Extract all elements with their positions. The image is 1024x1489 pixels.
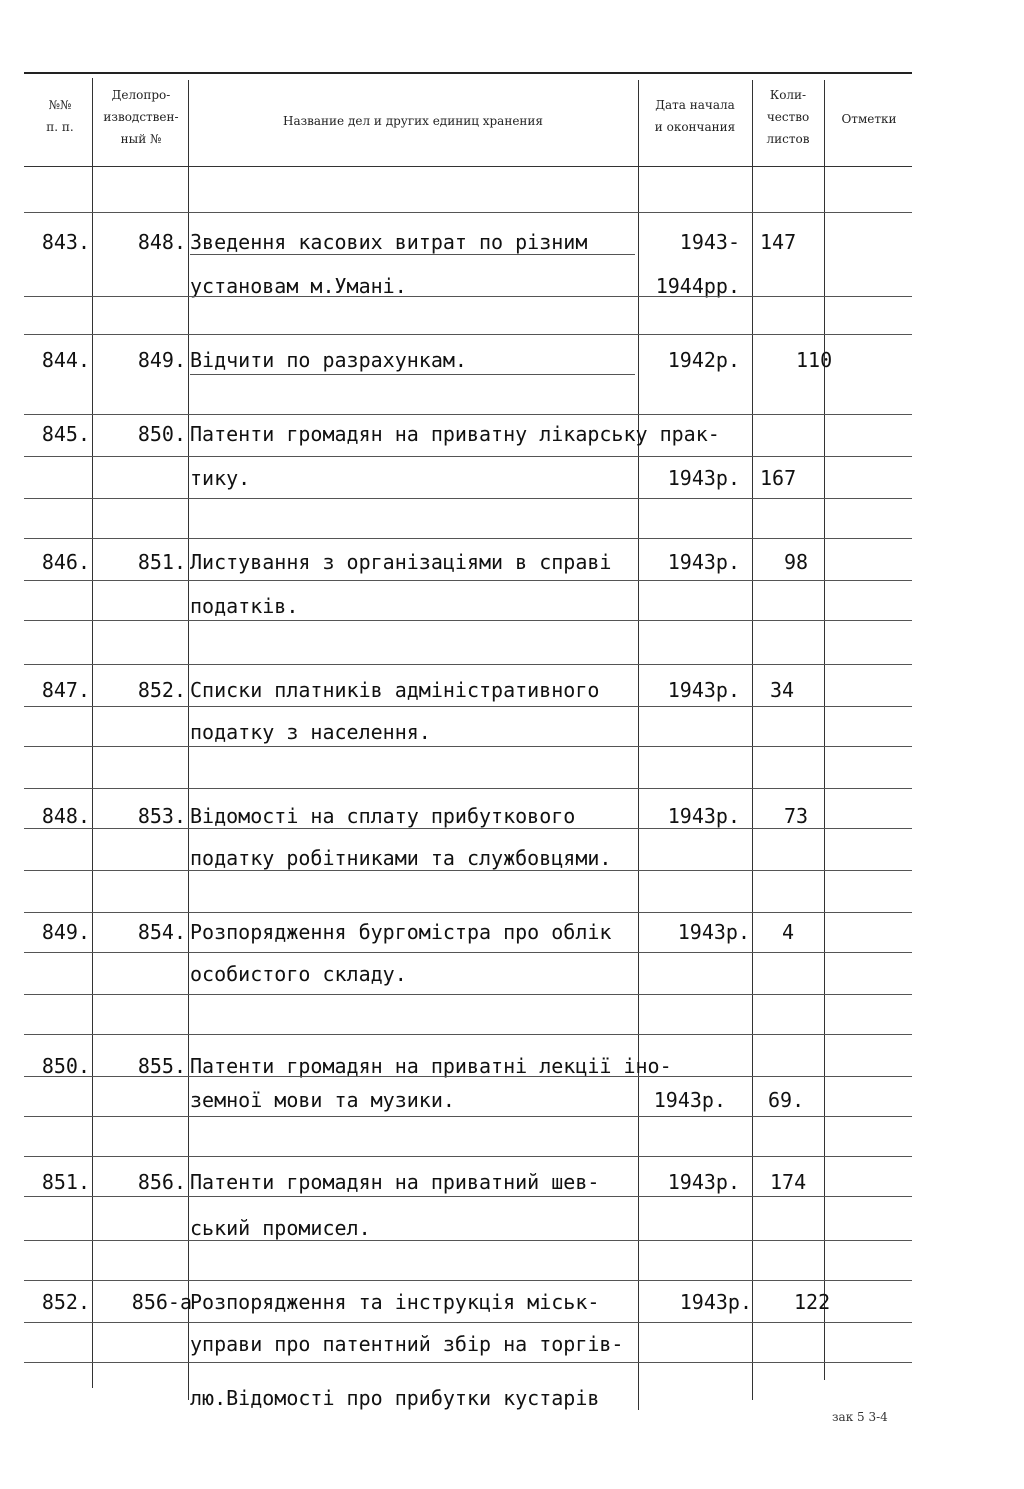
file-title-line: Зведення касових витрат по різним: [190, 230, 588, 254]
file-title-line: тику.: [190, 466, 251, 490]
serial-number: 849.: [41, 920, 90, 944]
file-title-line: Розпорядження бургомістра про облік: [190, 920, 612, 944]
row-rule: [24, 828, 912, 829]
header-bottom-rule: [24, 166, 912, 167]
date-range: 1943р.: [677, 920, 750, 944]
sheet-count: 167: [760, 466, 797, 490]
file-title-line: управи про патентний збір на торгів-: [190, 1332, 624, 1356]
row-rule: [24, 414, 912, 415]
row-rule: [24, 788, 912, 789]
file-title-line: Патенти громадян на приватні лекції іно-: [190, 1054, 672, 1078]
header-title: Название дел и других единиц хранения: [282, 114, 543, 128]
office-number: 849.: [137, 348, 186, 372]
row-rule: [24, 912, 912, 913]
row-rule: [190, 374, 635, 375]
row-rule: [24, 456, 912, 457]
file-title-line: Патенти громадян на приватну лікарську прак-: [190, 422, 720, 446]
row-rule: [24, 1116, 912, 1117]
serial-number: 844.: [41, 348, 90, 372]
row-rule: [24, 706, 912, 707]
row-rule: [24, 746, 912, 747]
office-number: 855.: [137, 1054, 186, 1078]
file-title-line: особистого складу.: [190, 962, 407, 986]
row-rule: [24, 1322, 912, 1323]
office-number: 850.: [137, 422, 186, 446]
file-title-line: Розпорядження та інструкція міськ-: [190, 1290, 600, 1314]
office-number: 848.: [137, 230, 186, 254]
serial-number: 843.: [41, 230, 90, 254]
header-serial: №№ п. п.: [46, 98, 74, 134]
office-number: 851.: [137, 550, 186, 574]
date-range: 1943-: [679, 230, 740, 254]
column-divider: [638, 80, 639, 1410]
row-rule: [24, 1034, 912, 1035]
header-dates: Дата начала и окончания: [654, 98, 736, 134]
row-rule: [24, 994, 912, 995]
printing-stamp: зак 5 3-4: [832, 1410, 888, 1424]
column-divider: [92, 78, 93, 1388]
date-range: 1943р.: [667, 550, 740, 574]
office-number: 856.: [137, 1170, 186, 1194]
row-rule: [24, 1196, 912, 1197]
file-title-line: Патенти громадян на приватний шев-: [190, 1170, 600, 1194]
sheet-count: 147: [760, 230, 797, 254]
row-rule: [24, 580, 912, 581]
date-range: 1943р.: [679, 1290, 752, 1314]
file-title-line: податків.: [190, 594, 299, 618]
header-office-number: Делопро- изводствен- ный №: [103, 88, 179, 146]
date-range: 1943р.: [667, 678, 740, 702]
row-rule: [24, 212, 912, 213]
file-title-line: земної мови та музики.: [190, 1088, 455, 1112]
row-rule: [24, 1240, 912, 1241]
serial-number: 851.: [41, 1170, 90, 1194]
row-rule: [190, 254, 635, 255]
serial-number: 850.: [41, 1054, 90, 1078]
office-number: 854.: [137, 920, 186, 944]
row-rule: [24, 498, 912, 499]
serial-number: 846.: [41, 550, 90, 574]
row-rule: [24, 620, 912, 621]
date-range: 1943р.: [653, 1088, 726, 1112]
sheet-count: 73: [784, 804, 809, 828]
date-range: 1943р.: [667, 466, 740, 490]
sheet-count: 69.: [768, 1088, 805, 1112]
office-number: 853.: [137, 804, 186, 828]
row-rule: [24, 1076, 912, 1077]
file-title-line: лю.Відомості про прибутки кустарів: [190, 1386, 600, 1410]
row-rule: [24, 952, 912, 953]
row-rule: [24, 1280, 912, 1281]
column-divider: [752, 80, 753, 1400]
serial-number: 848.: [41, 804, 90, 828]
file-title-line: Відомості на сплату прибуткового: [190, 804, 576, 828]
date-range: 1943р.: [667, 1170, 740, 1194]
row-rule: [24, 1362, 912, 1363]
file-title-line: Листування з організаціями в справі: [190, 550, 612, 574]
sheet-count: 34: [770, 678, 795, 702]
file-title-line: Списки платників адміністративного: [190, 678, 600, 702]
serial-number: 847.: [41, 678, 90, 702]
column-divider: [188, 80, 189, 1400]
office-number: 852.: [137, 678, 186, 702]
sheet-count: 110: [796, 348, 833, 372]
row-rule: [24, 334, 912, 335]
date-range: 1944рр.: [655, 274, 740, 298]
header-notes: Отметки: [841, 112, 897, 126]
sheet-count: 4: [782, 920, 795, 944]
sheet-count: 98: [784, 550, 809, 574]
file-title-line: ський промисел.: [190, 1216, 371, 1240]
date-range: 1942р.: [667, 348, 740, 372]
file-title-line: податку робітниками та службовцями.: [190, 846, 612, 870]
sheet-count: 122: [794, 1290, 831, 1314]
file-title-line: Відчити по разрахункам.: [190, 348, 467, 372]
file-title-line: податку з населення.: [190, 720, 431, 744]
sheet-count: 174: [770, 1170, 807, 1194]
row-rule: [24, 870, 912, 871]
header-sheet-count: Коли- чество листов: [766, 88, 810, 146]
row-rule: [24, 538, 912, 539]
header-top-rule: [24, 72, 912, 74]
serial-number: 852.: [41, 1290, 90, 1314]
row-rule: [24, 664, 912, 665]
row-rule: [24, 1156, 912, 1157]
serial-number: 845.: [41, 422, 90, 446]
date-range: 1943р.: [667, 804, 740, 828]
file-title-line: установам м.Умані.: [190, 274, 407, 298]
row-rule: [24, 296, 912, 297]
office-number: 856-а: [131, 1290, 192, 1314]
